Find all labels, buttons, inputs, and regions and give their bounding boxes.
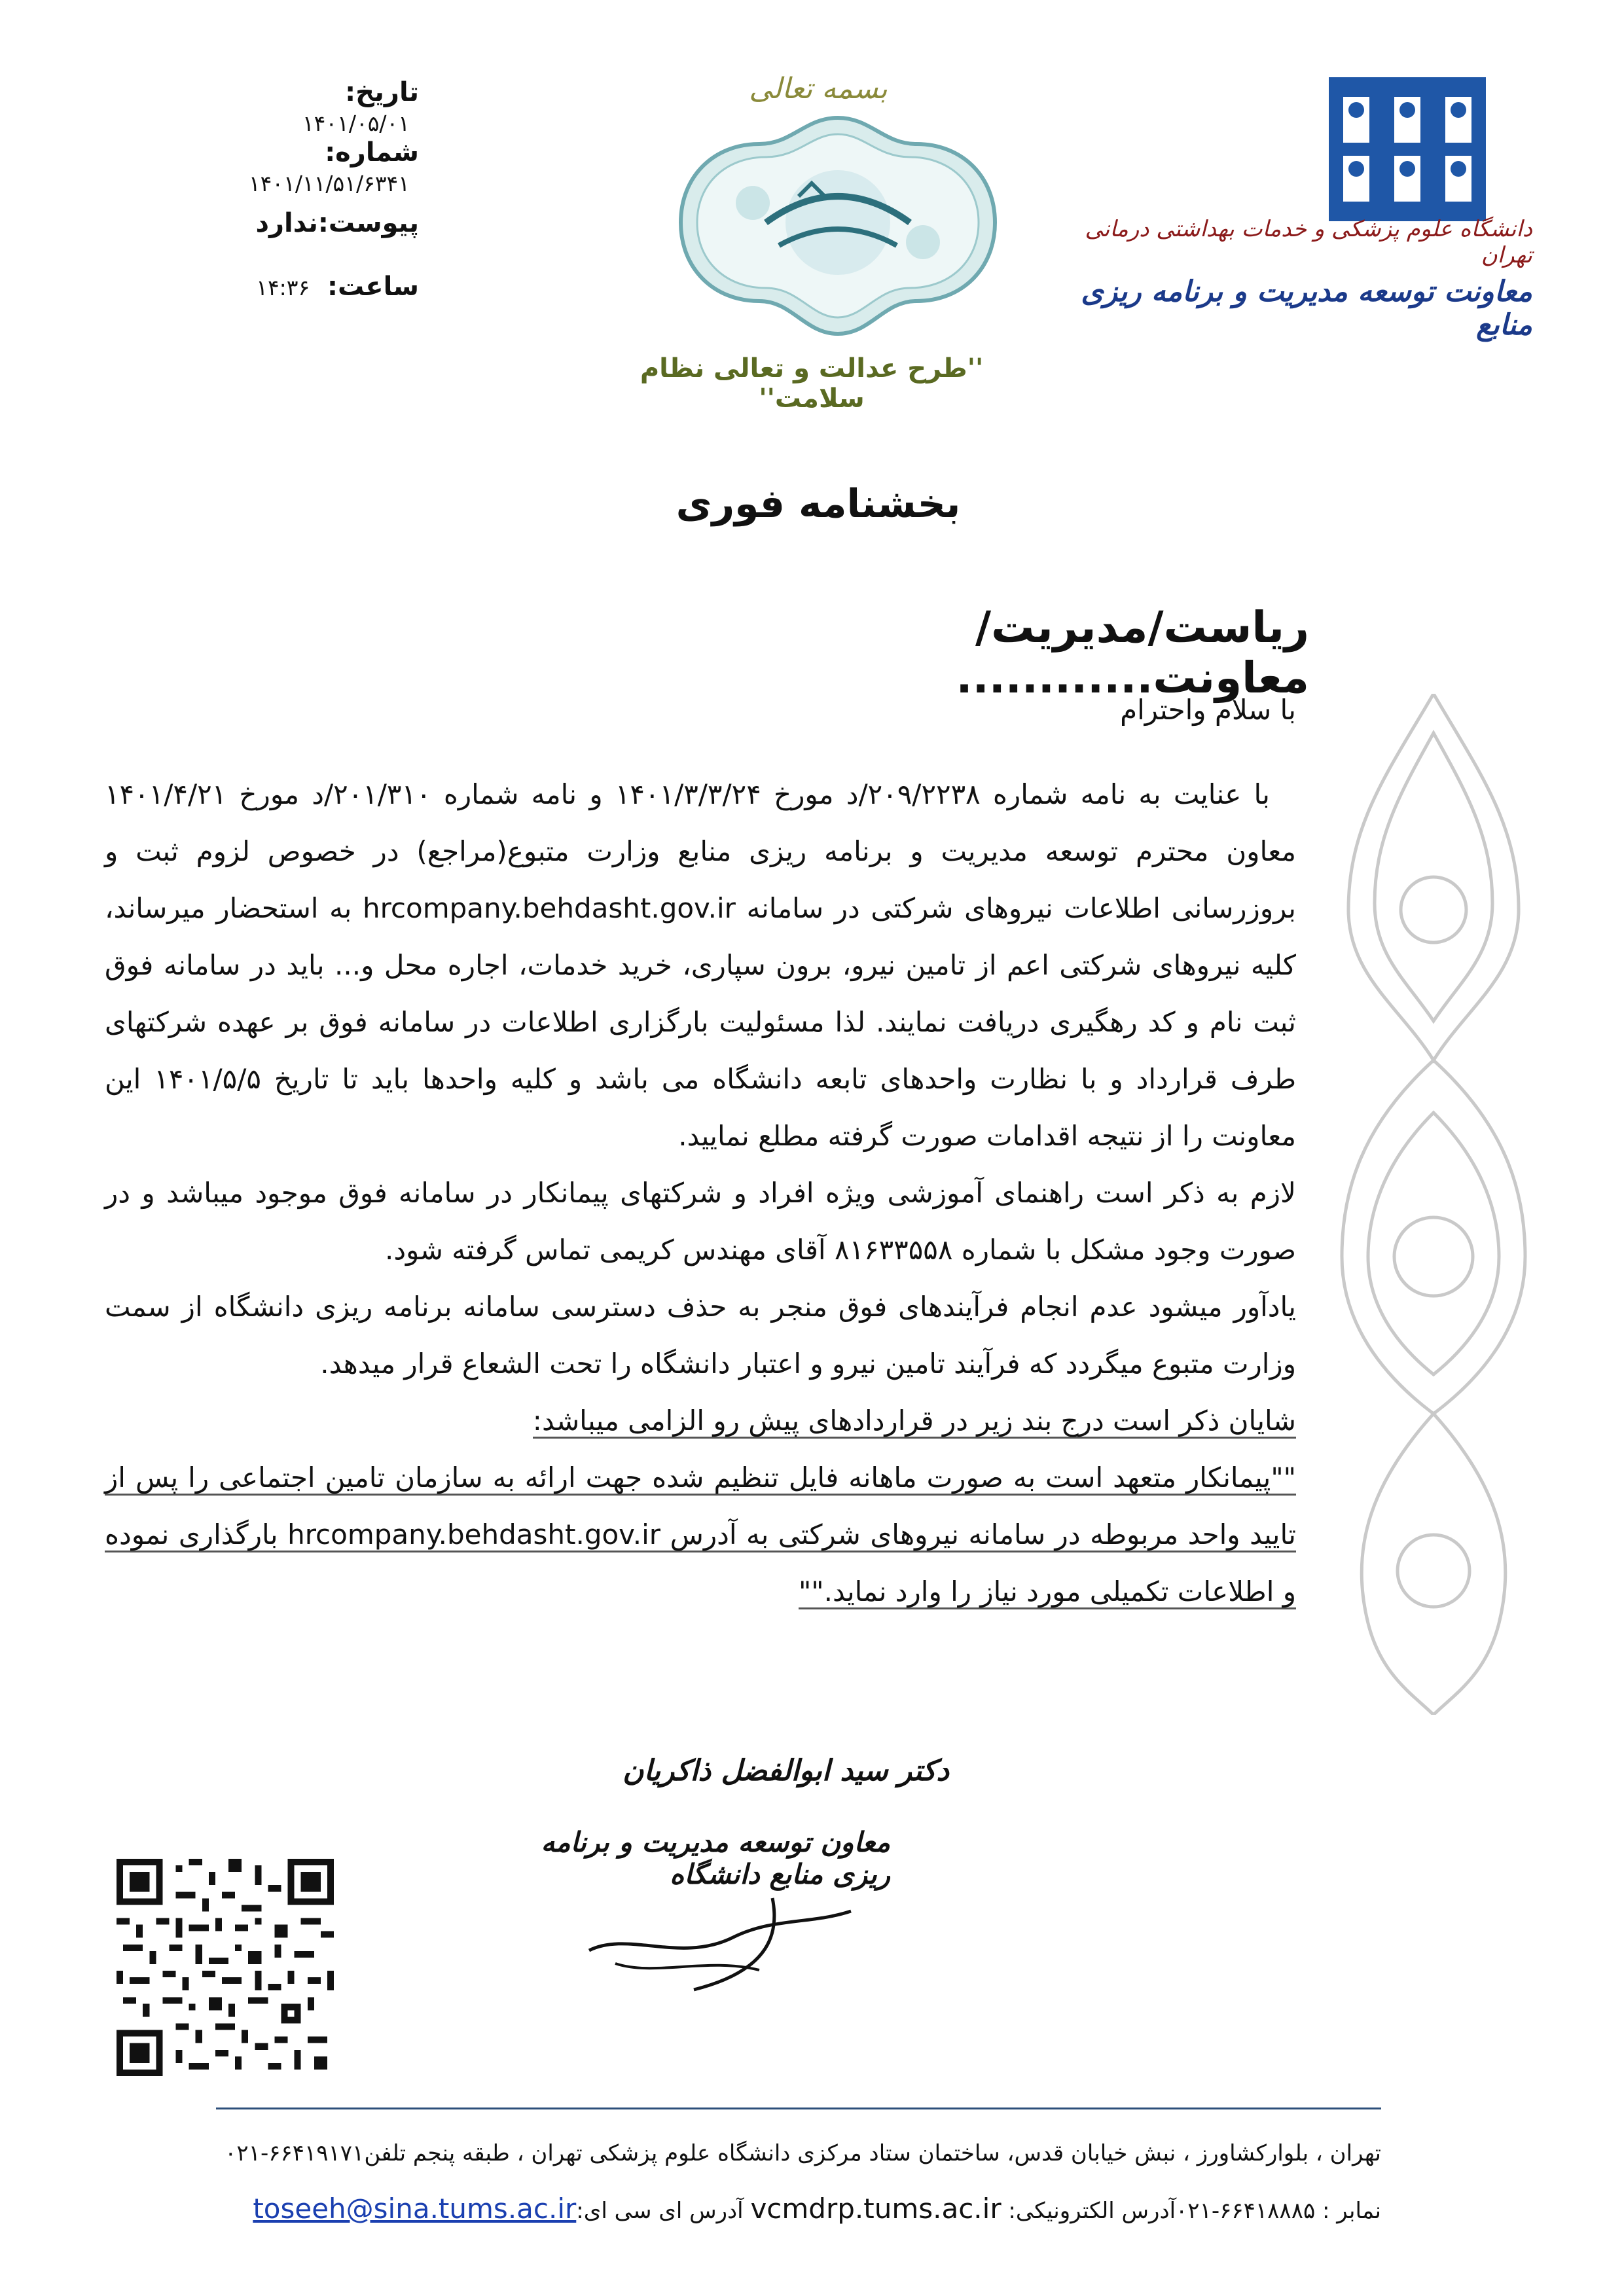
date-value: ۱۴۰۱/۰۵/۰۱ (302, 111, 410, 136)
slogan: ''طرح عدالت و تعالی نظام سلامت'' (640, 353, 984, 414)
date-row (223, 77, 419, 137)
clause-text: ""پیمانکار متعهد است به صورت ماهانه فایل تنظیم شده جهت ارائه به سازمان تامین اجتماعی را پس از تایید واحد مربوطه در سامانه نیروهای شرکتی به آدرس hrcompany.behdasht.gov.ir بارگذاری نموده و اطلاعات تکمیلی مورد نیاز را وارد نماید."" (105, 1462, 1296, 1609)
university-logo-icon (1329, 77, 1486, 221)
bismillah: بسمه تعالی (749, 72, 888, 105)
decorative-ornament (1335, 694, 1532, 1715)
letter-body (105, 766, 1296, 1620)
paragraph-1: با عنایت به نامه شماره ۲۰۹/۲۲۳۸/د مورخ ۱۴۰۱/۳/۳/۲۴ و نامه شماره ۲۰۱/۳۱۰/د مورخ ۱۴۰۱/۴/۲۱ معاون محترم توسعه مدیریت و برنامه ریزی منابع وزارت متبوع(مراجع) در خصوص لزوم ثبت و بروزرسانی اطلاعات نیروهای شرکتی در سامانه hrcompany.behdasht.gov.ir به استحضار میرساند، کلیه نیروهای شرکتی اعم از تامین نیرو، برون سپاری، خرید خدمات، اجاره محل و... باید در سامانه فوق ثبت نام و کد رهگیری دریافت نمایند. لذا مسئولیت بارگزاری اطلاعات در سامانه فوق بر عهده شرکتهای طرف قرارداد و با نظارت واحدهای تابعه دانشگاه می باشد و کلیه واحدها باید تا تاریخ ۱۴۰۱/۵/۵ این معاونت را از نتیجه اقدامات صورت گرفته مطلع نمایید. (105, 778, 1296, 1152)
university-name: دانشگاه علوم پزشکی و خدمات بهداشتی درمانی تهران (1085, 216, 1532, 268)
footer-email-link[interactable]: toseeh@sina.tums.ac.ir (253, 2193, 577, 2225)
emblem-ornament (655, 72, 1021, 353)
handwritten-signature (576, 1872, 877, 1996)
time-row (223, 272, 419, 302)
emblem-frame (681, 118, 995, 334)
paragraph-3: یادآور میشود عدم انجام فرآیندهای فوق منجر به حذف دسترسی سامانه برنامه ریزی دانشگاه از سمت وزارت متبوع میگردد که فرآیند تامین نیرو و اعتبار دانشگاه را تحت الشعاع قرار میدهد. (105, 1291, 1296, 1380)
recipient: ریاست/مدیریت/معاونت............ (956, 602, 1309, 703)
footer-address: تهران ، بلوارکشاورز ، نبش خیابان قدس، ساختمان ستاد مرکزی دانشگاه علوم پزشکی تهران ، طبقه پنجم تلفن۶۶۴۱۹۱۷۱-۰۲۱ (225, 2140, 1381, 2166)
attachment-value: ندارد (255, 208, 318, 238)
footer-website-link[interactable]: vcmdrp.tums.ac.ir (750, 2193, 1001, 2225)
signer-title: معاون توسعه مدیریت و برنامه ریزی منابع دانشگاه (541, 1826, 890, 1890)
attachment-label: پیوست: (317, 208, 419, 238)
number-row (223, 137, 419, 198)
footer-email-label: آدرس ای سی ای: (576, 2198, 744, 2224)
attachment-row (223, 208, 419, 238)
footer-contact (196, 2193, 1381, 2225)
qr-code (117, 1859, 334, 2076)
time-value: ۱۴:۳۶ (256, 275, 310, 300)
footer-divider (216, 2108, 1381, 2109)
greeting: با سلام واحترام (1120, 694, 1296, 726)
date-label: تاریخ: (345, 77, 419, 107)
letter-title: بخشنامه فوری (676, 481, 961, 527)
department-name: معاونت توسعه مدیریت و برنامه ریزی منابع (1081, 275, 1532, 342)
paragraph-2: لازم به ذکر است راهنمای آموزشی ویژه افراد و شرکتهای پیمانکار در سامانه فوق موجود میباشد و در صورت وجود مشکل با شماره ۸۱۶۳۳۵۵۸ آقای مهندس کریمی تماس گرفته شود. (105, 1177, 1296, 1266)
number-value: ۱۴۰۱/۱۱/۵۱/۶۳۴۱ (248, 171, 410, 196)
footer-fax-label: نمابر : ۶۶۴۱۸۸۸۵-۰۲۱آدرس الکترونیکی: (1008, 2198, 1381, 2224)
signer-name: دکتر سید ابوالفضل ذاکریان (623, 1754, 949, 1787)
clause-intro: شایان ذکر است درج بند زیر در قراردادهای پیش رو الزامی میباشد: (533, 1405, 1296, 1439)
number-label: شماره: (325, 137, 419, 168)
time-label: ساعت: (327, 272, 419, 302)
